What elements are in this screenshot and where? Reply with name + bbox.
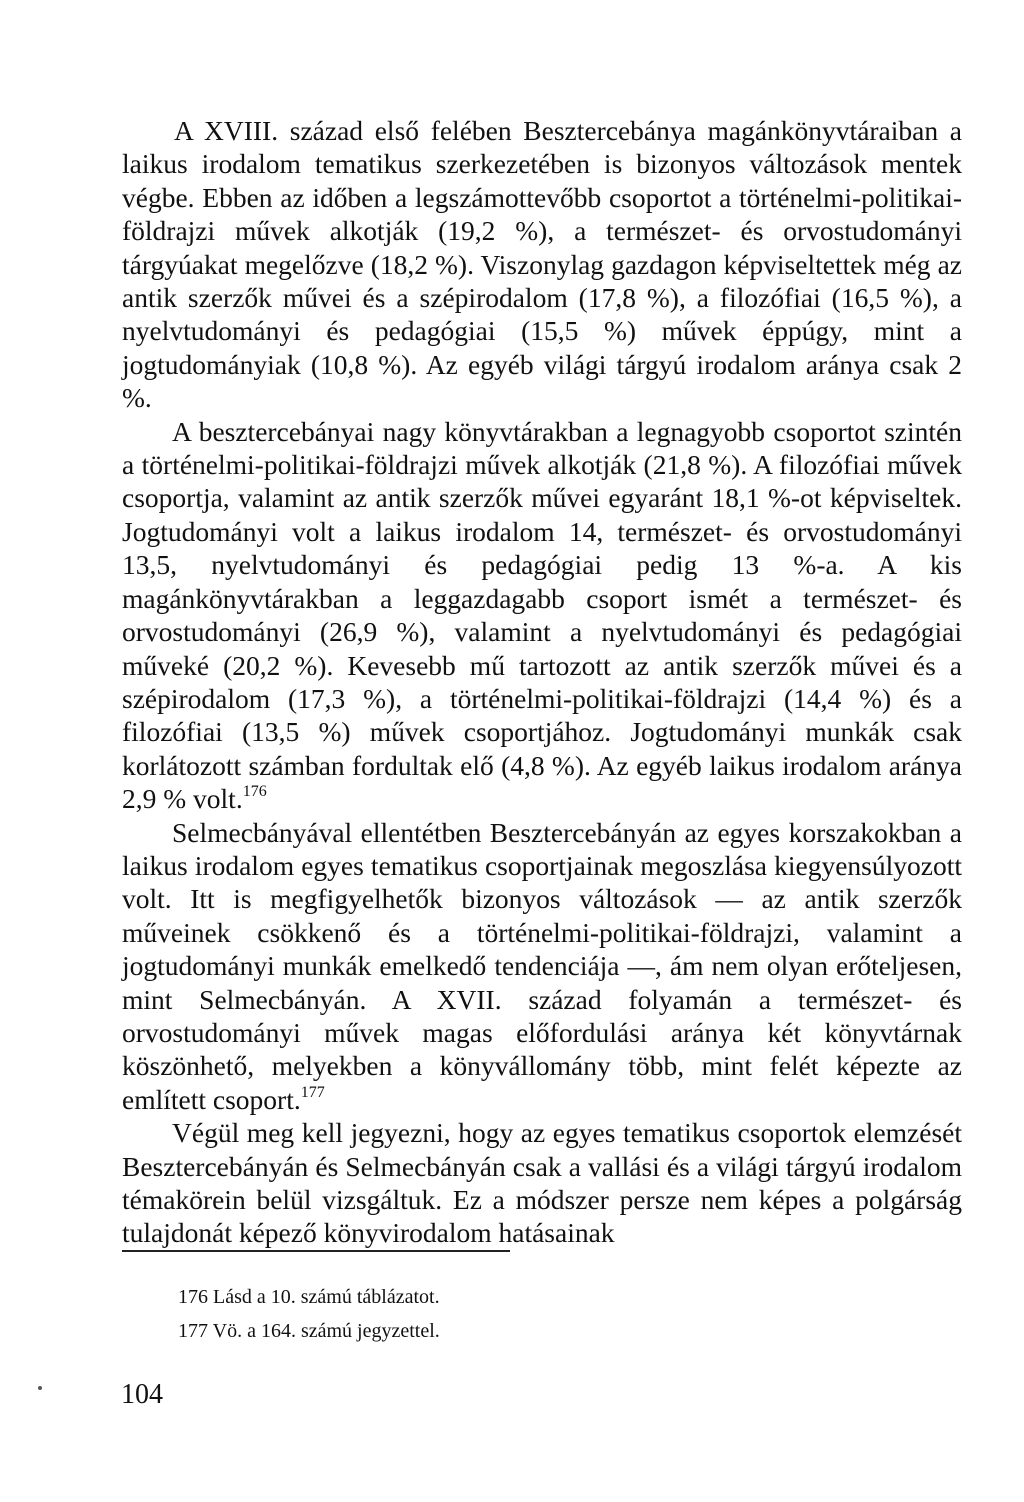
paragraph-1: [122, 114, 962, 415]
footnote-ref-176: 176: [242, 783, 267, 801]
footnote-177: 177 Vö. a 164. számú jegyzettel.: [178, 1320, 440, 1342]
paragraph-4: [122, 1116, 962, 1250]
paragraph-2: [122, 415, 962, 816]
main-text: [122, 114, 962, 1250]
footnote-ref-177: 177: [300, 1083, 325, 1101]
page-number: 104: [121, 1379, 163, 1410]
paragraph-4-text: Végül meg kell jegyezni, hogy az egyes tematikus csoportok elemzését Besztercebányán és Selmecbányán csak a vallási és a világi tárgyú irodalom témakörein belül vizsgáltuk. Ez a módszer persze nem képes a polgárság tulajdonát képező könyvirodalom hatásainak: [122, 1117, 962, 1249]
stray-ink-dot: [38, 1386, 42, 1390]
paragraph-1-text: A XVIII. század első felében Besztercebánya magánkönyvtáraiban a laikus irodalom tematikus szerkezetében is bizonyos változások mentek végbe. Ebben az időben a legszámottevőbb csoportot a történelmi-politikai-földrajzi művek alkotják (19,2 %), a természet- és orvostudományi tárgyúakat megelőzve (18,2 %). Viszonylag gazdagon képviseltettek még az antik szerzők művei és a szépirodalom (17,8 %), a filozófiai (16,5 %), a nyelvtudományi és pedagógiai (15,5 %) művek éppúgy, mint a jogtudományiak (10,8 %). Az egyéb világi tárgyú irodalom aránya csak 2 %.: [122, 115, 962, 414]
footnote-176: 176 Lásd a 10. számú táblázatot.: [178, 1286, 440, 1308]
footnote-separator: [122, 1250, 510, 1252]
paragraph-3-text: Selmecbányával ellentétben Besztercebányán az egyes korszakokban a laikus irodalom egyes tematikus csoportjainak megoszlása kiegyensúlyozott volt. Itt is megfigyelhetők bizonyos változások — az antik szerzők műveinek csökkenő és a történelmi-politikai-földrajzi, valamint a jogtudományi munkák emelkedő tendenciája —, ám nem olyan erőteljesen, mint Selmecbányán. A XVII. század folyamán a természet- és orvostudományi művek magas előfordulási aránya két könyvtárnak köszönhető, melyekben a könyvállomány több, mint felét képezte az említett csoport.: [122, 816, 962, 1115]
paragraph-2-text: A besztercebányai nagy könyvtárakban a legnagyobb csoportot szintén a történelmi-politikai-földrajzi művek alkotják (21,8 %). A filozófiai művek csoportja, valamint az antik szerzők művei egyaránt 18,1 %-ot képviseltek. Jogtudományi volt a laikus irodalom 14, természet- és orvostudományi 13,5, nyelvtudományi és pedagógiai pedig 13 %-a. A kis magánkönyvtárakban a leggazdagabb csoport ismét a természet- és orvostudományi (26,9 %), valamint a nyelvtudományi és pedagógiai műveké (20,2 %). Kevesebb mű tartozott az antik szerzők művei és a szépirodalom (17,3 %), a történelmi-politikai-földrajzi (14,4 %) és a filozófiai (13,5 %) művek csoportjához. Jogtudományi munkák csak korlátozott számban fordultak elő (4,8 %). Az egyéb laikus irodalom aránya 2,9 % volt.: [122, 415, 962, 815]
footnotes: [178, 1280, 778, 1348]
paragraph-3: [122, 816, 962, 1117]
